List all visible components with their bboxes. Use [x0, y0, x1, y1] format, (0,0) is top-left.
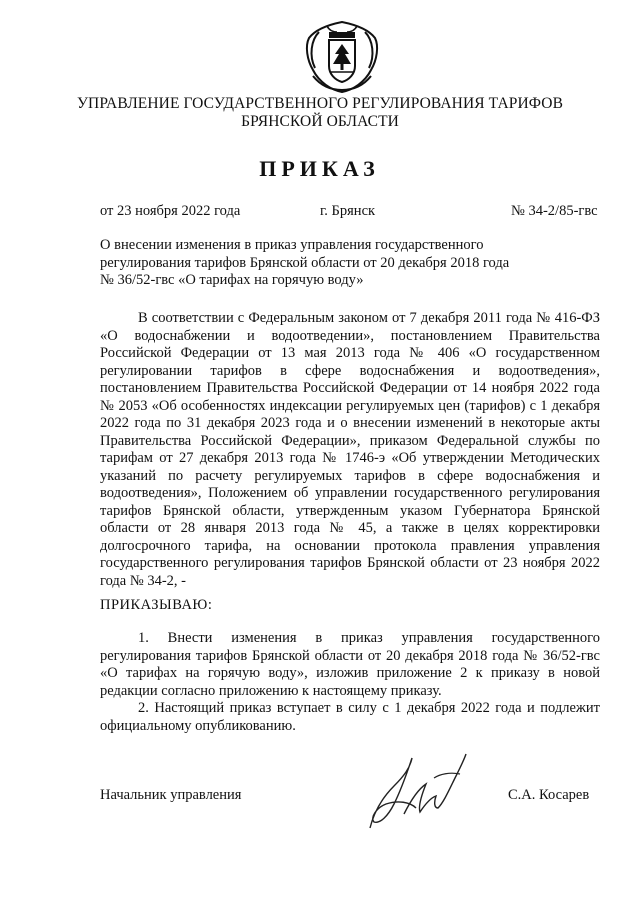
document-subject — [100, 237, 560, 290]
document-date: от 23 ноября 2022 года — [100, 203, 241, 219]
subject-line: № 36/52-гвс «О тарифах на горячую воду» — [100, 272, 364, 288]
signer-position: Начальник управления — [100, 787, 242, 803]
document-title: ПРИКАЗ — [259, 156, 380, 181]
document-city: г. Брянск — [320, 203, 376, 219]
handwritten-signature-icon — [364, 748, 468, 830]
org-name-line1: УПРАВЛЕНИЕ ГОСУДАРСТВЕННОГО РЕГУЛИРОВАНИЯ ТАРИФОВ — [76, 95, 564, 112]
order-item-2: 2. Настоящий приказ вступает в силу с 1 декабря 2022 года и подлежит официальному опубликованию. — [100, 700, 600, 734]
org-name-line2: БРЯНСКОЙ ОБЛАСТИ — [241, 113, 399, 130]
subject-line: О внесении изменения в приказ управления государственного — [100, 237, 484, 253]
coat-of-arms-icon — [299, 20, 385, 94]
order-heading: ПРИКАЗЫВАЮ: — [100, 597, 213, 613]
subject-line: регулирования тарифов Брянской области от 20 декабря 2018 года — [100, 254, 510, 271]
order-item-1: 1. Внести изменения в приказ управления государственного регулирования тарифов Брянской области от 20 декабря 2018 года № 36/52-гвс «О тарифах на горячую воду», изложив приложение 2 к приказу в новой редакции согласно приложению к настоящему приказу. — [100, 630, 600, 699]
preamble-paragraph: В соответствии с Федеральным законом от 7 декабря 2011 года № 416-ФЗ «О водоснабжении и водоотведении», постановлением Правительства Российской Федерации от 13 мая 2013 года № 406 «О государственном регулировании тарифов в сфере водоснабжения и водоотведения», постановлением Правительства Российской Федерации от 14 ноября 2022 года № 2053 «Об особенностях индексации регулируемых цен (тарифов) с 1 декабря 2022 года по 31 декабря 2023 года и о внесении изменений в некоторые акты Правительства Российской Федерации», приказом Федеральной службы по тарифам от 27 декабря 2013 года № 1746-э «Об утверждении Методических указаний по расчету регулируемых тарифов в сфере водоснабжения и водоотведения», Положением об управлении государственного регулирования тарифов Брянской области, утвержденным указом Губернатора Брянской области от 28 января 2013 года № 45, а также в целях корректировки долгосрочного тарифа, на основании протокола правления управления государственного регулирования тарифов Брянской области от 23 ноября 2022 года № 34-2, - — [100, 310, 600, 589]
signer-name: С.А. Косарев — [508, 787, 590, 803]
document-number: № 34-2/85-гвс — [511, 203, 598, 219]
